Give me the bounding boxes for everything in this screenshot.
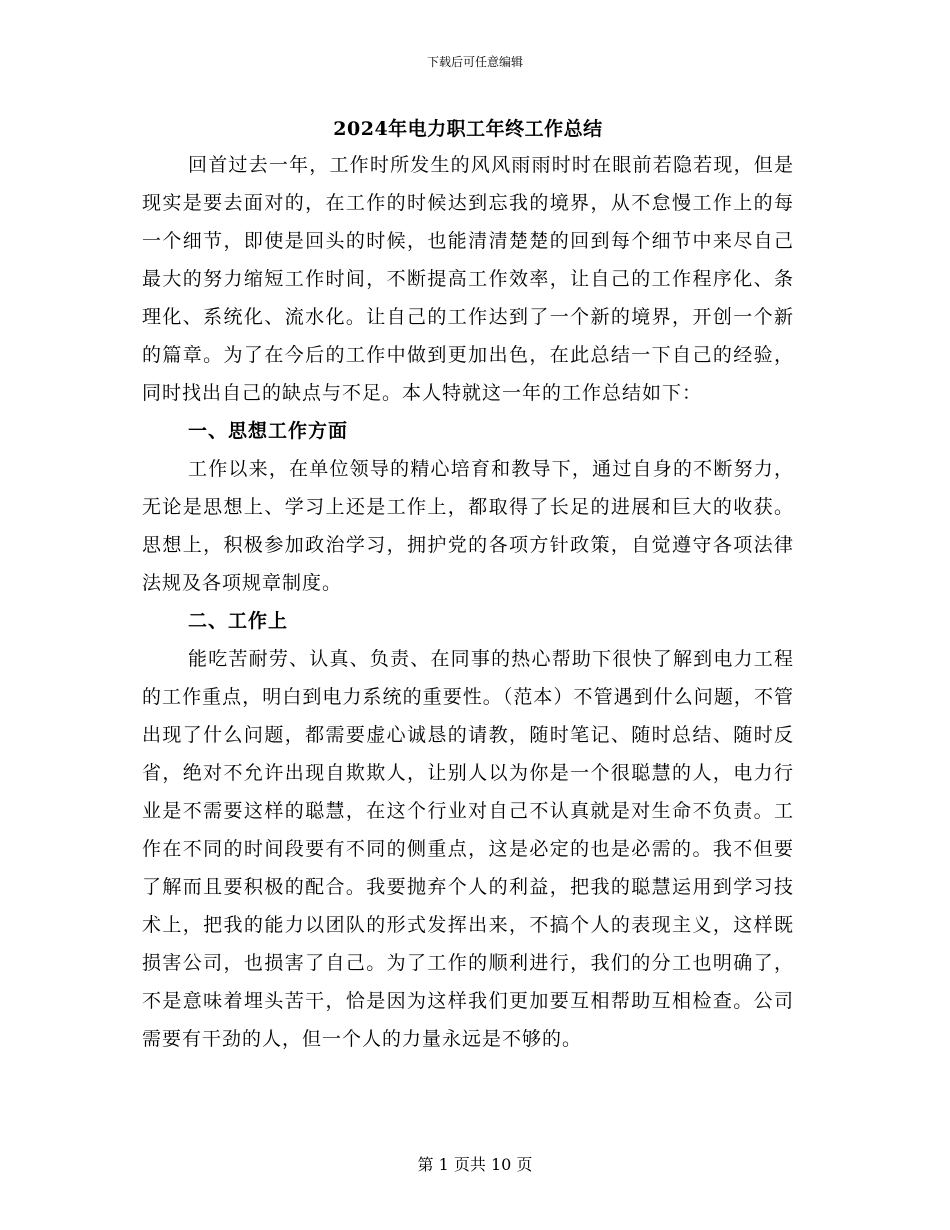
section-heading-work: 二、工作上 [188,610,289,632]
intro-paragraph: 回首过去一年，工作时所发生的风风雨雨时时在眼前若隐若现，但是现实是要去面对的，在工作的时候达到忘我的境界，从不怠慢工作上的每一个细节，即使是回头的时候，也能清清楚楚的回到每个细节中来尽自己最大的努力缩短工作时间，不断提高工作效率，让自己的工作程序化、条理化、系统化、流水化。让自己的工作达到了一个新的境界，开创一个新的篇章。为了在今后的工作中做到更加出色，在此总结一下自己的经验，同时找出自己的缺点与不足。本人特就这一年的工作总结如下： [142,154,794,404]
document-title: 2024年电力职工年终工作总结 [333,118,603,140]
thought-paragraph: 工作以来，在单位领导的精心培育和教导下，通过自身的不断努力，无论是思想上、学习上还是工作上，都取得了长足的进展和巨大的收获。思想上，积极参加政治学习，拥护党的各项方针政策，自觉遵守各项法律法规及各项规章制度。 [142,458,794,594]
page-number: 第 1 页共 10 页 [417,1155,533,1174]
work-paragraph: 能吃苦耐劳、认真、负责、在同事的热心帮助下很快了解到电力工程的工作重点，明白到电力系统的重要性。（范本）不管遇到什么问题，不管出现了什么问题，都需要虚心诚恳的请教，随时笔记、随时总结、随时反省，绝对不允许出现自欺欺人，让别人以为你是一个很聪慧的人，电力行业是不需要这样的聪慧，在这个行业对自己不认真就是对生命不负责。工作在不同的时间段要有不同的侧重点，这是必定的也是必需的。我不但要了解而且要积极的配合。我要抛弃个人的利益，把我的聪慧运用到学习技术上，把我的能力以团队的形式发挥出来，不搞个人的表现主义，这样既损害公司，也损害了自己。为了工作的顺利进行，我们的分工也明确了，不是意味着埋头苦干，恰是因为这样我们更加要互相帮助互相检查。公司需要有干劲的人，但一个人的力量永远是不够的。 [142,648,794,1050]
document-body [142,112,794,1058]
header-note: 下载后可任意编辑 [426,55,523,69]
section-heading-thought: 一、思想工作方面 [188,420,349,442]
